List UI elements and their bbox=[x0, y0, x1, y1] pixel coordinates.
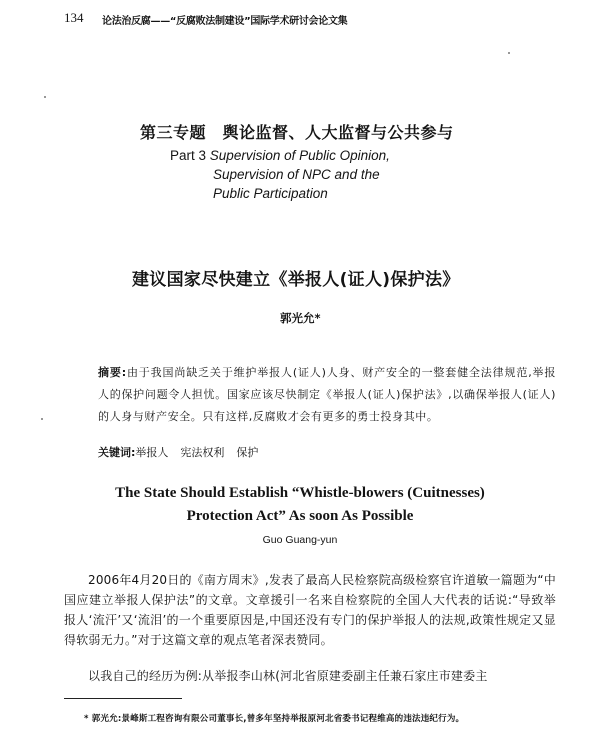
scan-speck bbox=[44, 96, 46, 98]
article-author: 郭光允* bbox=[280, 311, 321, 325]
scan-speck bbox=[508, 52, 510, 54]
article-title-zh: 建议国家尽快建立《举报人(证人)保护法》 bbox=[132, 270, 460, 290]
keywords bbox=[98, 444, 258, 460]
abstract-label: 摘要: bbox=[98, 366, 127, 379]
footnote: * 郭光允:景峰斯工程咨询有限公司董事长,曾多年坚持举报原河北省委书记程维高的违法违纪行为。 bbox=[84, 714, 465, 724]
abstract bbox=[98, 362, 556, 428]
running-header: 论法治反腐——“反腐败法制建设”国际学术研讨会论文集 bbox=[102, 16, 348, 27]
footnote-divider bbox=[64, 698, 182, 699]
body-paragraph: 以我自己的经历为例:从举报李山林(河北省原建委副主任兼石家庄市建委主 bbox=[88, 669, 488, 683]
section-title-en-line-2: Supervision of NPC and the bbox=[213, 167, 380, 182]
section-title-zh: 第三专题 舆论监督、人大监督与公共参与 bbox=[140, 123, 454, 142]
section-title-en-text: Supervision of Public Opinion, bbox=[209, 148, 390, 163]
section-title-en-line-3: Public Participation bbox=[213, 186, 328, 201]
article-author-en: Guo Guang-yun bbox=[262, 534, 338, 546]
keyword: 举报人 bbox=[135, 446, 169, 459]
body-paragraph: 2006年4月20日的《南方周末》,发表了最高人民检察院高级检察官许道敏一篇题为“中国应建立举报人保护法”的文章。文章援引一名来自检察院的全国人大代表的话说:“导致举报人‘流汗’又‘流泪’的一个重要原因是,中国还没有专门的保护举报人的法规,政策性规定又显得软弱无力。”对于这篇文章的观点笔者深表赞同。 bbox=[64, 573, 556, 647]
section-part-label: Part 3 bbox=[170, 148, 207, 163]
page-number: 134 bbox=[64, 10, 84, 25]
keyword: 宪法权利 bbox=[180, 446, 225, 459]
keyword: 保护 bbox=[236, 446, 259, 459]
article-title-en-line-1: The State Should Establish “Whistle-blowers (Cuitnesses) bbox=[115, 485, 485, 501]
scan-speck bbox=[41, 418, 43, 420]
abstract-text: 由于我国尚缺乏关于维护举报人(证人)人身、财产安全的一整套健全法律规范,举报人的保护问题令人担忧。国家应该尽快制定《举报人(证人)保护法》,以确保举报人(证人)的人身与财产安全。只有这样,反腐败才会有更多的勇士投身其中。 bbox=[98, 366, 556, 423]
keywords-label: 关键词: bbox=[98, 446, 136, 459]
article-title-en-line-2: Protection Act” As soon As Possible bbox=[186, 508, 414, 524]
section-title-en-line-1 bbox=[170, 148, 390, 163]
